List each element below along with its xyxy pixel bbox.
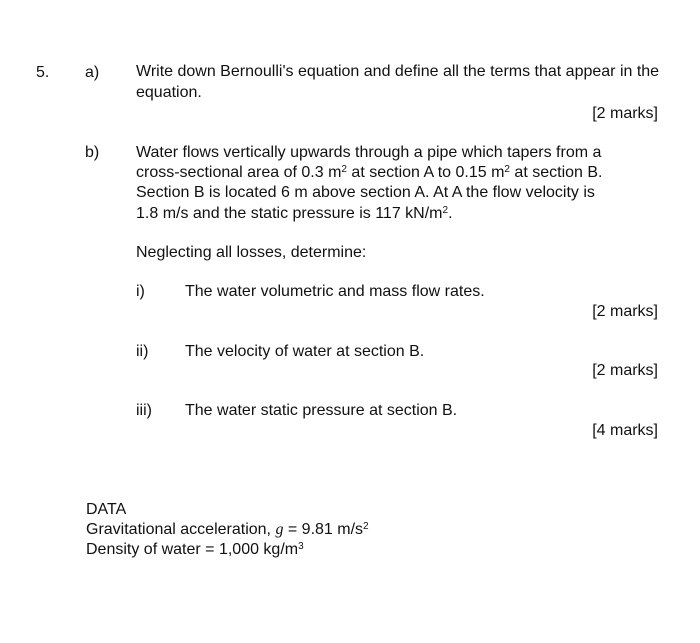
subpart-i-label: i) — [136, 283, 145, 300]
subpart-ii-marks: [2 marks] — [592, 362, 658, 379]
part-a-marks: [2 marks] — [592, 105, 658, 122]
part-b-line-3: Section B is located 6 m above section A. At A the flow velocity is — [136, 184, 595, 201]
question-number: 5. — [36, 64, 50, 81]
subpart-i-text: The water volumetric and mass flow rates. — [185, 283, 485, 300]
subpart-i-marks: [2 marks] — [592, 303, 658, 320]
subpart-iii-text: The water static pressure at section B. — [185, 402, 458, 419]
subpart-ii-label: ii) — [136, 343, 149, 360]
gravity-line: Gravitational acceleration, g = 9.81 $m/s^2$ — [86, 521, 369, 538]
part-b-line-1: Water flows vertically upwards through a pipe which tapers from a — [136, 144, 602, 161]
data-heading: DATA — [86, 501, 127, 518]
density-line: Density of water = 1,000 $kg/m^3$ — [86, 541, 304, 558]
instruction-text: Neglecting all losses, determine: — [136, 244, 367, 261]
subpart-iii-label: iii) — [136, 402, 152, 419]
part-b-line-4: 1.8 m/s and the static pressure is 117 $kN/m^2$. — [136, 205, 453, 222]
part-a-text: Write down Bernoulli's equation and define all the terms that appear in the equation. — [136, 63, 660, 101]
gravity-symbol: g — [275, 521, 284, 538]
part-b-label: b) — [85, 144, 100, 161]
part-a-label: a) — [85, 64, 100, 81]
subpart-ii-text: The velocity of water at section B. — [185, 343, 425, 360]
subpart-iii-marks: [4 marks] — [592, 422, 658, 439]
part-b-line-2: cross-sectional area of 0.3 $m^2$ at section A to 0.15 $m^2$ at section B. — [136, 164, 603, 181]
